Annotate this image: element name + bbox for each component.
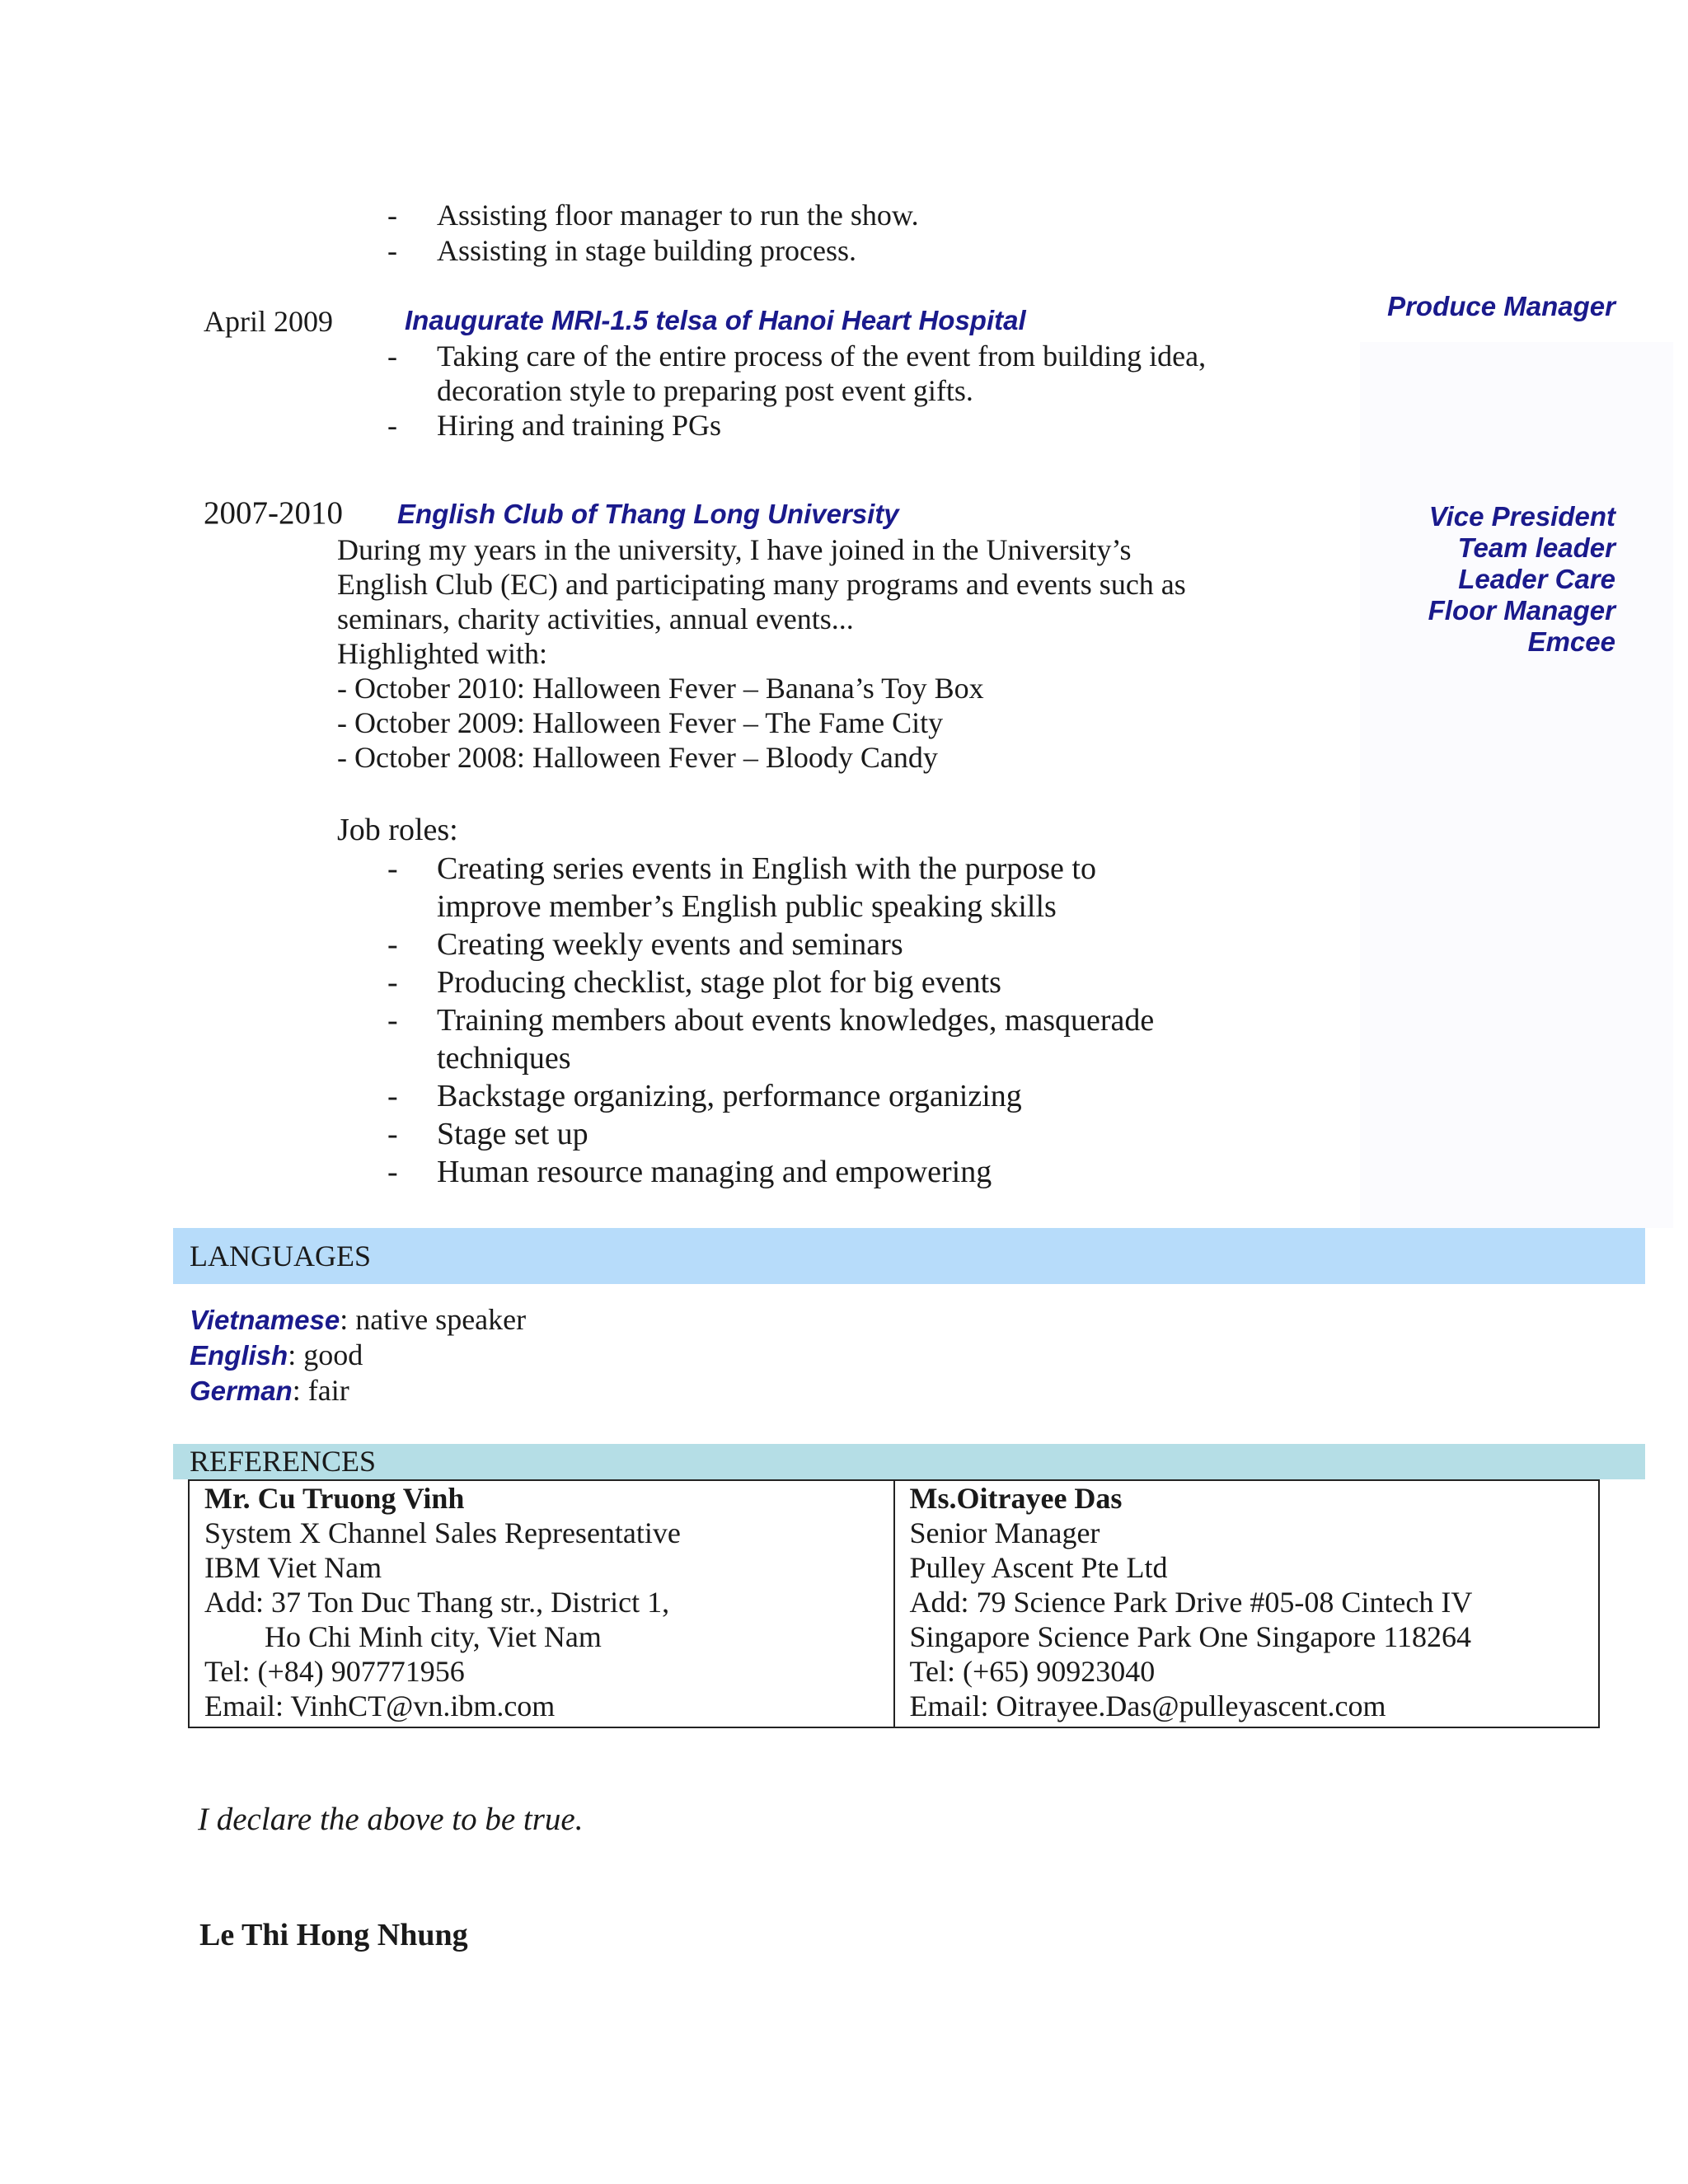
declaration: I declare the above to be true. (198, 1802, 584, 1837)
event1-bullet-1-line-1: Taking care of the entire process of the event from building idea, (437, 340, 1207, 373)
reference-card-2 (894, 1480, 1600, 1727)
signature-name: Le Thi Hong Nhung (199, 1918, 468, 1952)
event1-bullet-1-line-2: decoration style to preparing post event gifts. (437, 374, 973, 407)
language-row (190, 1338, 363, 1373)
event2-description-line-1: During my years in the university, I have joined in the University’s (337, 533, 1132, 566)
reference-title: System X Channel Sales Representative (204, 1516, 681, 1549)
reference-phone: Tel: (+65) 90923040 (909, 1655, 1156, 1688)
bullet-dash: - (387, 1003, 398, 1038)
event2-highlight-1: - October 2010: Halloween Fever – Banana’s Toy Box (337, 672, 984, 705)
bullet-dash: - (387, 1155, 398, 1189)
bullet-dash: - (387, 1079, 398, 1113)
reference-name: Mr. Cu Truong Vinh (204, 1482, 465, 1515)
bullet-dash: - (387, 927, 398, 962)
language-level: : fair (292, 1374, 349, 1407)
event1-title: Inaugurate MRI-1.5 telsa of Hanoi Heart Hospital (405, 305, 1026, 335)
reference-phone: Tel: (+84) 907771956 (204, 1655, 465, 1688)
languages-heading: LANGUAGES (190, 1240, 371, 1272)
language-row (190, 1302, 526, 1338)
bullet-dash: - (387, 340, 397, 373)
event2-description-line-3: seminars, charity activities, annual events... (337, 602, 854, 635)
event2-role-2: Team leader (1457, 532, 1615, 563)
job-role-3: Producing checklist, stage plot for big events (437, 965, 1001, 1000)
bullet-dash: - (387, 965, 398, 1000)
reference-email: Email: VinhCT@vn.ibm.com (204, 1690, 556, 1722)
job-role-2: Creating weekly events and seminars (437, 927, 903, 962)
language-name: German (190, 1376, 293, 1406)
event1-role: Produce Manager (1387, 291, 1615, 321)
top-bullet-1: Assisting floor manager to run the show. (437, 199, 919, 232)
references-table (188, 1479, 1600, 1728)
event2-date: 2007-2010 (204, 495, 343, 531)
job-role-4-line-2: techniques (437, 1041, 571, 1076)
event2-role-3: Leader Care (1458, 564, 1615, 594)
bullet-dash: - (387, 234, 397, 267)
job-role-4-line-1: Training members about events knowledges, masquerade (437, 1003, 1155, 1038)
job-role-1-line-1: Creating series events in English with the purpose to (437, 851, 1096, 886)
reference-company: Pulley Ascent Pte Ltd (909, 1551, 1168, 1584)
references-heading: REFERENCES (190, 1445, 377, 1478)
language-level: : good (288, 1338, 363, 1371)
language-level: : native speaker (340, 1303, 527, 1336)
bullet-dash: - (387, 409, 397, 442)
event2-role-4: Floor Manager (1428, 595, 1615, 626)
reference-company: IBM Viet Nam (204, 1551, 382, 1584)
event2-description-line-4: Highlighted with: (337, 637, 547, 670)
bullet-dash: - (387, 1117, 398, 1151)
language-name: Vietnamese (190, 1305, 340, 1335)
reference-email: Email: Oitrayee.Das@pulleyascent.com (909, 1690, 1386, 1722)
bullet-dash: - (387, 199, 397, 232)
job-role-6: Stage set up (437, 1117, 588, 1151)
event2-role-1: Vice President (1428, 501, 1615, 532)
bullet-dash: - (387, 851, 398, 886)
top-bullet-2: Assisting in stage building process. (437, 234, 856, 267)
event2-highlight-3: - October 2008: Halloween Fever – Bloody Candy (337, 741, 938, 774)
language-row (190, 1373, 349, 1408)
event2-description-line-2: English Club (EC) and participating many programs and events such as (337, 568, 1186, 601)
event2-highlight-2: - October 2009: Halloween Fever – The Fame City (337, 706, 944, 739)
job-role-7: Human resource managing and empowering (437, 1155, 992, 1189)
reference-address-cont: Singapore Science Park One Singapore 118264 (909, 1620, 1472, 1653)
event2-title: English Club of Thang Long University (397, 499, 899, 529)
event1-bullet-2: Hiring and training PGs (437, 409, 721, 442)
event2-role-5: Emcee (1527, 626, 1615, 657)
event1-date: April 2009 (204, 305, 333, 338)
job-role-1-line-2: improve member’s English public speaking skills (437, 889, 1057, 924)
job-role-5: Backstage organizing, performance organizing (437, 1079, 1022, 1113)
reference-card-1 (189, 1480, 894, 1727)
reference-address: Add: 79 Science Park Drive #05-08 Cintech IV (909, 1586, 1473, 1619)
right-column-shade (1360, 342, 1673, 1228)
job-roles-label: Job roles: (337, 813, 458, 847)
language-name: English (190, 1340, 288, 1371)
references-section-bar (173, 1444, 1645, 1479)
reference-title: Senior Manager (909, 1516, 1100, 1549)
reference-address-cont: Ho Chi Minh city, Viet Nam (265, 1620, 602, 1653)
reference-name: Ms.Oitrayee Das (909, 1482, 1123, 1515)
reference-address: Add: 37 Ton Duc Thang str., District 1, (204, 1586, 670, 1619)
languages-section-bar (173, 1228, 1645, 1284)
